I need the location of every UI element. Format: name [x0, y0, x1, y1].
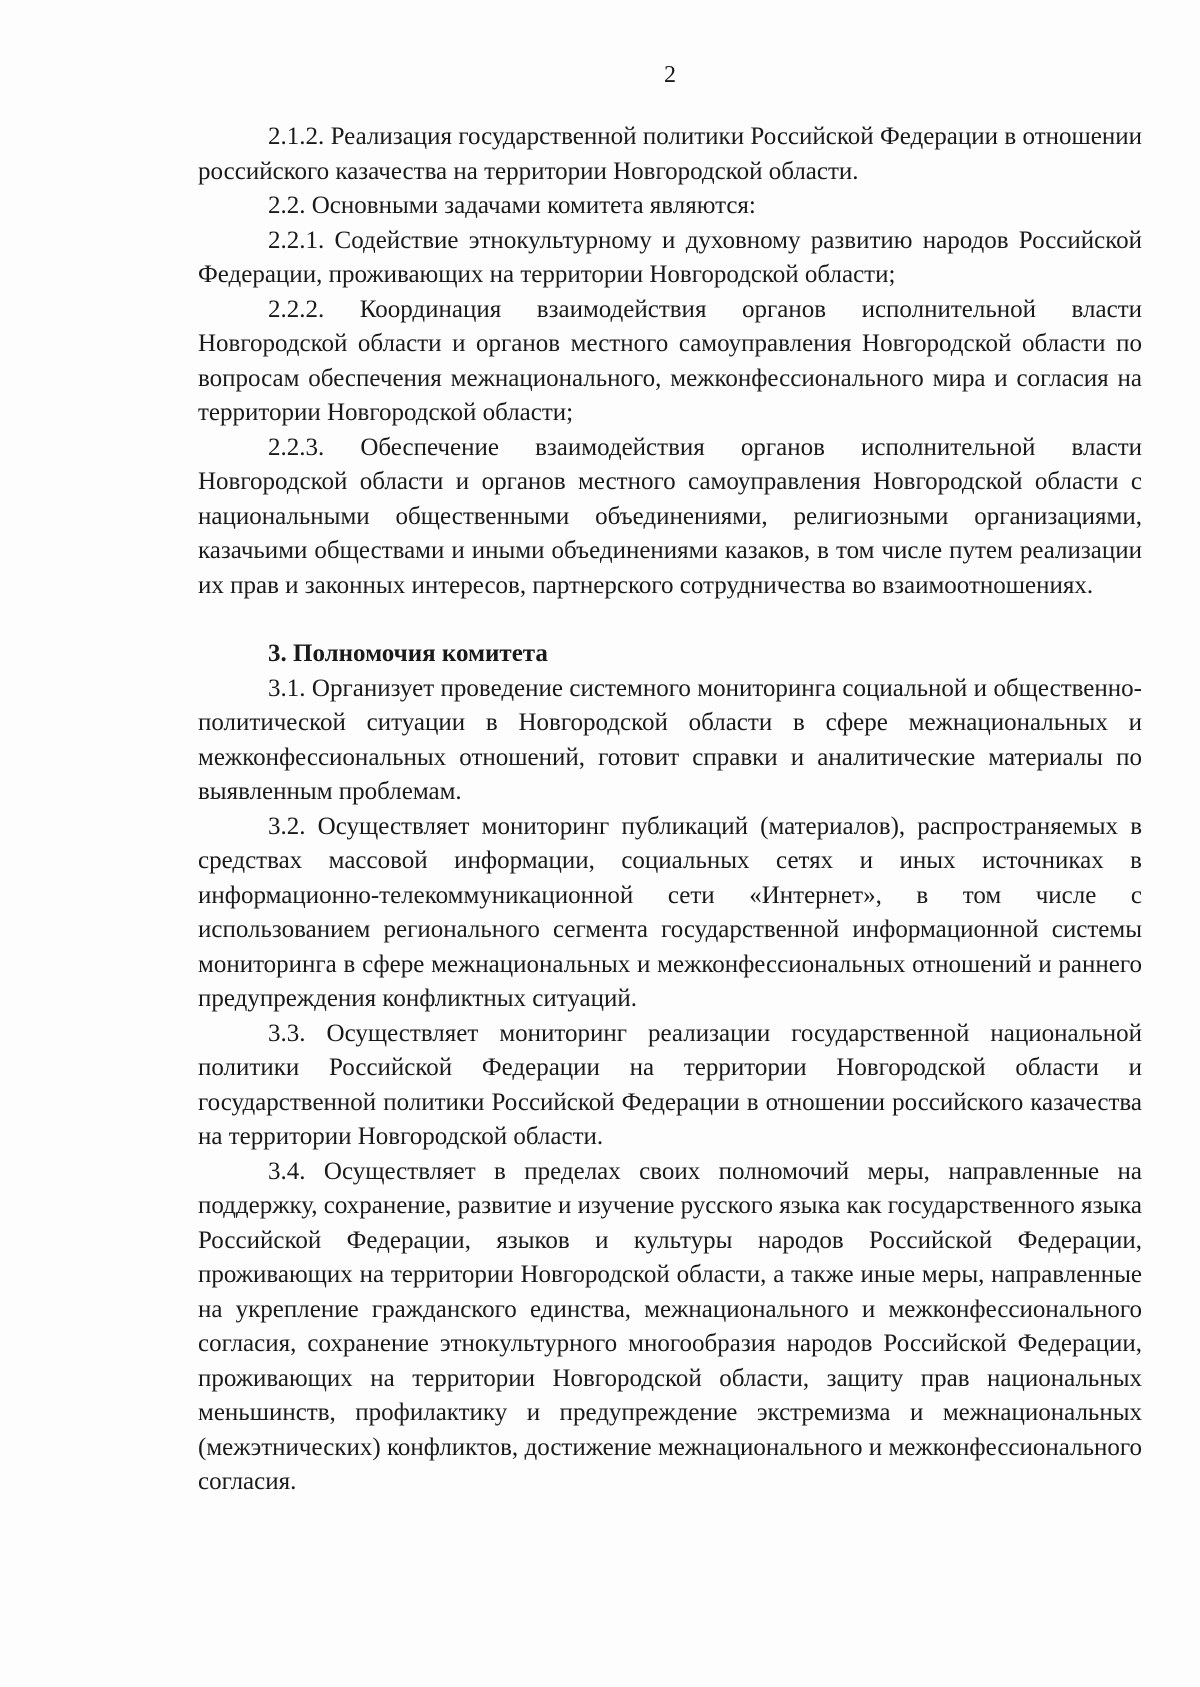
- paragraph-2-2-3: 2.2.3. Обеспечение взаимодействия органов исполнительной власти Новгородской области и органов местного самоуправления Новгородской области с национальными общественными объединениями, религиозными организациями, казачьими обществами и иными объединениями казаков, в том числе путем реализации их прав и законных интересов, партнерского сотрудничества во взаимоотношениях.: [198, 433, 1142, 599]
- paragraph-3-4: 3.4. Осуществляет в пределах своих полномочий меры, направленные на поддержку, сохранение, развитие и изучение русского языка как государственного языка Российской Федерации, языков и культуры народов Российской Федерации, проживающих на территории Новгородской области, а также иные меры, направленные на укрепление гражданского единства, межнационального и межконфессионального согласия, сохранение этнокультурного многообразия народов Российской Федерации, проживающих на территории Новгородской области, защиту прав национальных меньшинств, профилактику и предупреждение экстремизма и межнациональных (межэтнических) конфликтов, достижение межнационального и межконфессионального согласия.: [198, 1157, 1142, 1495]
- paragraph-3-1: 3.1. Организует проведение системного мониторинга социальной и общественно-политической ситуации в Новгородской области в сфере межнациональных и межконфессиональных отношений, готовит справки и аналитические материалы по выявленным проблемам.: [198, 674, 1142, 805]
- paragraph-3-2: 3.2. Осуществляет мониторинг публикаций (материалов), распространяемых в средствах массовой информации, социальных сетях и иных источниках в информационно-телекоммуникационной сети «Интернет», в том числе с использованием регионального сегмента государственной информационной системы мониторинга в сфере межнациональных и межконфессиональных отношений и раннего предупреждения конфликтных ситуаций.: [198, 812, 1142, 1012]
- paragraph-2-1-2: 2.1.2. Реализация государственной политики Российской Федерации в отношении российского казачества на территории Новгородской области.: [198, 123, 1142, 185]
- page-number: 2: [664, 62, 676, 88]
- paragraph-2-2: 2.2. Основными задачами комитета являются:: [268, 192, 756, 219]
- paragraph-3-3: 3.3. Осуществляет мониторинг реализации государственной национальной политики Российской Федерации на территории Новгородской области и государственной политики Российской Федерации в отношении российского казачества на территории Новгородской области.: [198, 1019, 1142, 1150]
- document-body: [198, 120, 1142, 1500]
- section-3-heading: 3. Полномочия комитета: [268, 640, 548, 667]
- paragraph-2-2-2: 2.2.2. Координация взаимодействия органов исполнительной власти Новгородской области и органов местного самоуправления Новгородской области по вопросам обеспечения межнационального, межконфессионального мира и согласия на территории Новгородской области;: [198, 295, 1142, 426]
- paragraph-2-2-1: 2.2.1. Содействие этнокультурному и духовному развитию народов Российской Федерации, проживающих на территории Новгородской области;: [198, 226, 1142, 288]
